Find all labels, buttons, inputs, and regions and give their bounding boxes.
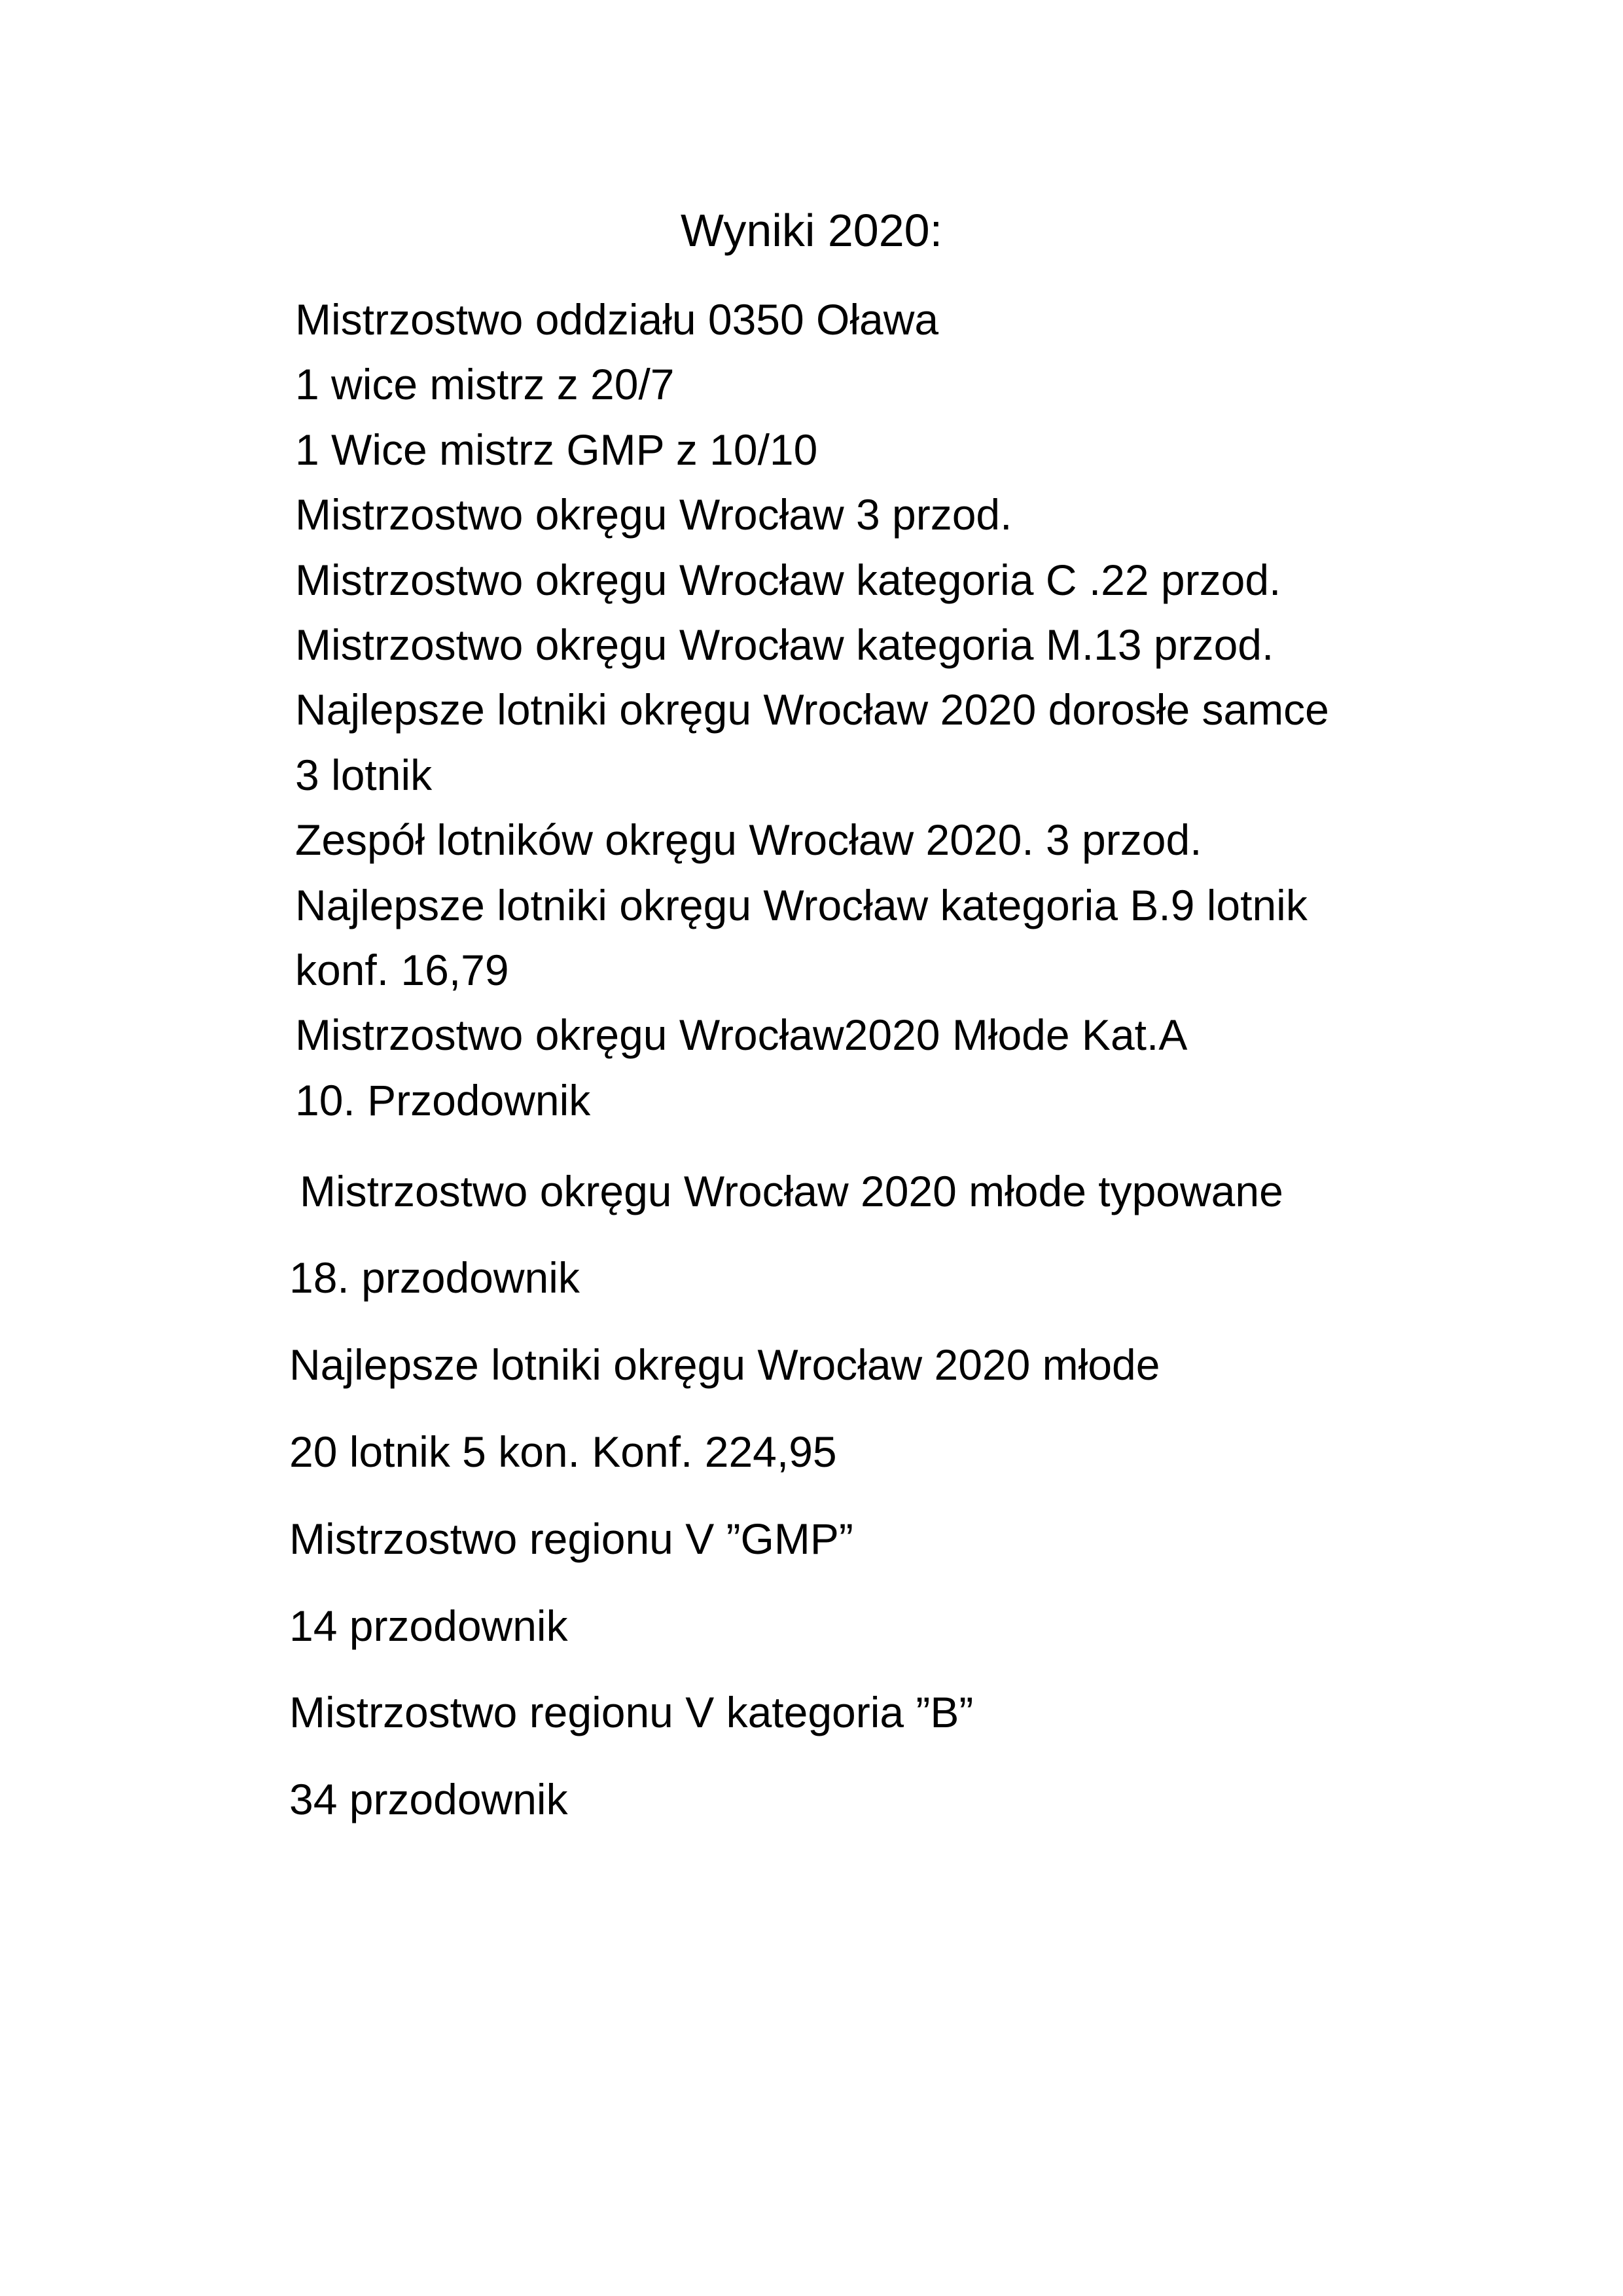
result-line: Zespół lotników okręgu Wrocław 2020. 3 przod. bbox=[295, 816, 1202, 865]
result-line: Mistrzostwo okręgu Wrocław kategoria C .22 przod. bbox=[295, 555, 1281, 604]
document-title: Wyniki 2020: bbox=[680, 205, 943, 256]
result-line: Mistrzostwo oddziału 0350 Oława bbox=[295, 295, 939, 344]
result-line: Mistrzostwo okręgu Wrocław 3 przod. bbox=[295, 490, 1012, 539]
result-line: 10. Przodownik bbox=[295, 1075, 591, 1124]
result-line-secondary: Najlepsze lotniki okręgu Wrocław 2020 młode bbox=[289, 1340, 1160, 1389]
result-line: Najlepsze lotniki okręgu Wrocław kategoria B.9 lotnik bbox=[295, 880, 1308, 929]
result-line-secondary: Mistrzostwo okręgu Wrocław 2020 młode typowane bbox=[300, 1167, 1283, 1215]
results-list-primary bbox=[295, 287, 1591, 1133]
result-line-secondary: 20 lotnik 5 kon. Konf. 224,95 bbox=[289, 1427, 837, 1476]
result-line: Mistrzostwo okręgu Wrocław kategoria M.13 przod. bbox=[295, 620, 1274, 670]
result-line: 1 Wice mistrz GMP z 10/10 bbox=[295, 425, 818, 474]
result-line: 1 wice mistrz z 20/7 bbox=[295, 360, 675, 409]
result-line-secondary: 18. przodownik bbox=[289, 1253, 580, 1302]
result-line: Najlepsze lotniki okręgu Wrocław 2020 dorosłe samce bbox=[295, 685, 1329, 734]
result-line-secondary: Mistrzostwo regionu V ”GMP” bbox=[289, 1515, 853, 1563]
result-line-secondary: Mistrzostwo regionu V kategoria ”B” bbox=[289, 1688, 974, 1736]
result-line-secondary: 14 przodownik bbox=[289, 1602, 568, 1650]
result-line: konf. 16,79 bbox=[295, 946, 509, 995]
result-line-secondary: 34 przodownik bbox=[289, 1775, 568, 1823]
result-line: Mistrzostwo okręgu Wrocław2020 Młode Kat.A bbox=[295, 1011, 1188, 1060]
result-line: 3 lotnik bbox=[295, 750, 433, 799]
